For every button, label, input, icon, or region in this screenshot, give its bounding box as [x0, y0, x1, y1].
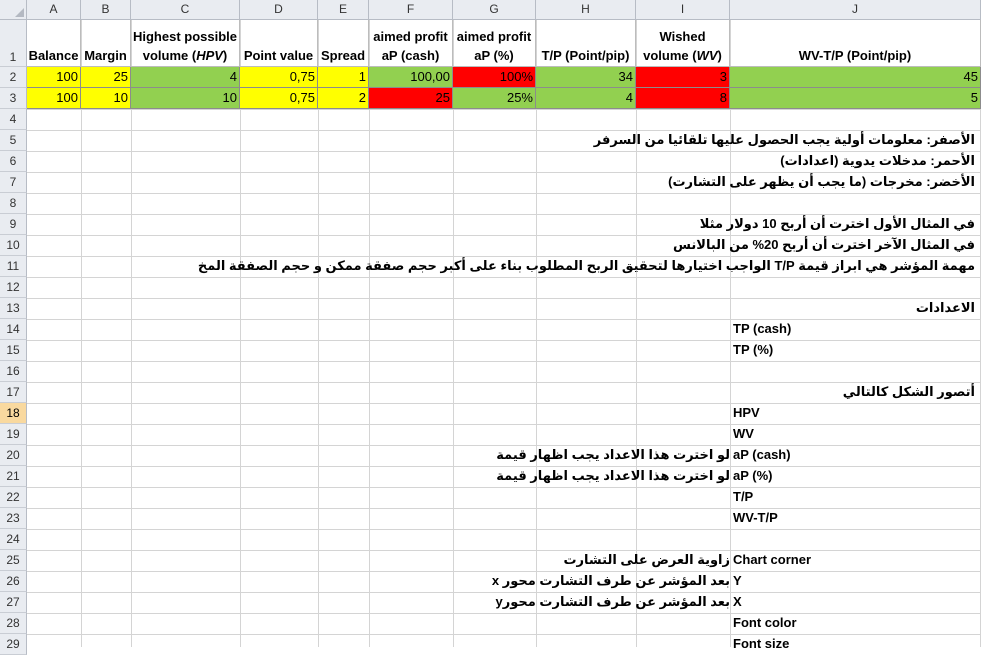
- cell-c2-hpv[interactable]: 4: [131, 67, 240, 88]
- label-tp-pct: TP (%): [733, 342, 774, 357]
- row-header-25[interactable]: 25: [0, 550, 27, 571]
- gridline: [27, 424, 981, 425]
- label-wv-tp: WV-T/P: [733, 510, 778, 525]
- label-ap-cash: aP (cash): [733, 447, 791, 462]
- row-header-10[interactable]: 10: [0, 235, 27, 256]
- gridline: [27, 634, 981, 635]
- row-header-2[interactable]: 2: [0, 67, 27, 88]
- row-header-3[interactable]: 3: [0, 88, 27, 109]
- header-ap-cash[interactable]: [369, 20, 453, 67]
- note-chart-corner: زاوية العرض على التشارت: [563, 552, 730, 567]
- cell-f3-ap-cash[interactable]: 25: [369, 88, 453, 109]
- gridline: [27, 193, 981, 194]
- header-hpv[interactable]: [131, 20, 240, 67]
- gridline: [536, 20, 537, 647]
- header-spread-label: Spread: [320, 48, 366, 63]
- row-header-20[interactable]: 20: [0, 445, 27, 466]
- row-header-19[interactable]: 19: [0, 424, 27, 445]
- gridline: [27, 340, 981, 341]
- gridline: [27, 361, 981, 362]
- note-layout-title: أتصور الشكل كالتالي: [842, 384, 975, 399]
- gridline: [27, 550, 981, 551]
- column-header-b[interactable]: B: [81, 0, 131, 20]
- header-ap-cash-line2: aP (cash): [381, 48, 440, 63]
- column-header-d[interactable]: D: [240, 0, 318, 20]
- cell-b2-margin[interactable]: 25: [81, 67, 131, 88]
- row-header-1[interactable]: 1: [0, 20, 27, 67]
- note-example-2: في المثال الآخر اخترت أن أربح 20% من البالانس: [673, 237, 975, 252]
- note-show-value-2: لو اخترت هذا الاعداد يجب اظهار قيمة: [496, 468, 730, 483]
- row-header-26[interactable]: 26: [0, 571, 27, 592]
- note-show-value-1: لو اخترت هذا الاعداد يجب اظهار قيمة: [496, 447, 730, 462]
- row-header-7[interactable]: 7: [0, 172, 27, 193]
- label-tp-cash: TP (cash): [733, 321, 792, 336]
- header-margin[interactable]: [81, 20, 131, 67]
- gridline: [27, 277, 981, 278]
- row-header-12[interactable]: 12: [0, 277, 27, 298]
- label-x: X: [733, 594, 742, 609]
- label-hpv: HPV: [733, 405, 760, 420]
- row-header-9[interactable]: 9: [0, 214, 27, 235]
- cell-j3-wvtp[interactable]: 5: [730, 88, 981, 109]
- note-yellow-legend: الأصفر: معلومات أولية يجب الحصول عليها تلقائيا من السرفر: [593, 132, 975, 147]
- label-chart-corner: Chart corner: [733, 552, 812, 567]
- header-wvtp[interactable]: [730, 20, 981, 67]
- select-all-corner[interactable]: [0, 0, 27, 20]
- column-header-e[interactable]: E: [318, 0, 369, 20]
- row-header-4[interactable]: 4: [0, 109, 27, 130]
- label-font-color: Font color: [733, 615, 797, 630]
- header-hpv-line2-prefix: volume (: [142, 48, 197, 63]
- note-x-offset: بعد المؤشر عن طرف التشارت محورy: [495, 594, 730, 609]
- gridline: [27, 508, 981, 509]
- row-header-24[interactable]: 24: [0, 529, 27, 550]
- cell-e3-spread[interactable]: 2: [318, 88, 369, 109]
- cell-i2-wv[interactable]: 3: [636, 67, 730, 88]
- cell-a3-balance[interactable]: 100: [27, 88, 81, 109]
- label-tp: T/P: [733, 489, 754, 504]
- row-header-13[interactable]: 13: [0, 298, 27, 319]
- cell-b3-margin[interactable]: 10: [81, 88, 131, 109]
- header-wv-line2-prefix: volume (: [643, 48, 697, 63]
- row-header-17[interactable]: 17: [0, 382, 27, 403]
- row-header-6[interactable]: 6: [0, 151, 27, 172]
- label-ap-pct: aP (%): [733, 468, 773, 483]
- label-y: Y: [733, 573, 742, 588]
- row-header-27[interactable]: 27: [0, 592, 27, 613]
- gridline: [318, 20, 319, 647]
- header-margin-label: Margin: [84, 48, 127, 63]
- row-header-8[interactable]: 8: [0, 193, 27, 214]
- column-header-f[interactable]: F: [369, 0, 453, 20]
- gridline: [131, 20, 132, 647]
- column-header-h[interactable]: H: [536, 0, 636, 20]
- header-balance-label: Balance: [28, 48, 79, 63]
- column-header-a[interactable]: A: [27, 0, 81, 20]
- header-hpv-line1: Highest possible: [132, 29, 238, 44]
- note-example-1: في المثال الأول اخترت أن أربح 10 دولار مثلا: [699, 216, 975, 231]
- gridline: [27, 613, 981, 614]
- cell-d2-point-value[interactable]: 0,75: [240, 67, 318, 88]
- column-header-c[interactable]: C: [131, 0, 240, 20]
- row-header-14[interactable]: 14: [0, 319, 27, 340]
- header-point-value[interactable]: [240, 20, 318, 67]
- header-hpv-line2: [131, 46, 239, 65]
- header-tp-label: T/P (Point/pip): [541, 48, 630, 63]
- row-header-16[interactable]: 16: [0, 361, 27, 382]
- cell-i3-wv[interactable]: 8: [636, 88, 730, 109]
- gridline: [453, 20, 454, 647]
- gridline: [27, 529, 981, 530]
- note-r21-clip: [496, 466, 730, 487]
- gridline: [27, 319, 981, 320]
- header-balance[interactable]: [27, 20, 81, 67]
- row-header-11[interactable]: 11: [0, 256, 27, 277]
- cell-d3-point-value[interactable]: 0,75: [240, 88, 318, 109]
- row-header-23[interactable]: 23: [0, 508, 27, 529]
- note-indicator-task-clip: [197, 256, 975, 277]
- gridline: [369, 20, 370, 647]
- cell-c3-hpv[interactable]: 10: [131, 88, 240, 109]
- row-header-5[interactable]: 5: [0, 130, 27, 151]
- header-ap-pct-line2: aP (%): [474, 48, 514, 63]
- cell-j2-wvtp[interactable]: 45: [730, 67, 981, 88]
- header-spread[interactable]: [318, 20, 369, 67]
- note-green-legend: الأخضر: مخرجات (ما يجب أن يظهر على التشارت): [668, 174, 975, 189]
- header-wv[interactable]: [636, 20, 730, 67]
- note-red-legend: الأحمر: مدخلات يدوية (اعدادات): [780, 153, 975, 168]
- header-wvtp-label: WV-T/P (Point/pip): [798, 48, 912, 63]
- cell-e2-spread[interactable]: 1: [318, 67, 369, 88]
- header-wv-line2-suffix: ): [717, 48, 722, 63]
- header-wv-line1: Wished: [659, 29, 706, 44]
- cell-f2-ap-cash[interactable]: 100,00: [369, 67, 453, 88]
- gridline: [81, 20, 82, 647]
- gridline: [730, 20, 731, 647]
- gridline: [240, 20, 241, 647]
- row-header-29[interactable]: 29: [0, 634, 27, 655]
- column-header-i[interactable]: I: [636, 0, 730, 20]
- row-header-15[interactable]: 15: [0, 340, 27, 361]
- header-hpv-abbr: HPV: [196, 48, 223, 63]
- note-y-offset: بعد المؤشر عن طرف التشارت محور x: [491, 573, 730, 588]
- header-ap-pct-line1: aimed profit: [456, 29, 532, 44]
- header-ap-cash-line1: aimed profit: [373, 29, 448, 44]
- gridline: [27, 487, 981, 488]
- row-header-18[interactable]: 18: [0, 403, 27, 424]
- note-settings-title: الاعدادات: [915, 300, 975, 315]
- gridline: [27, 298, 981, 299]
- header-tp[interactable]: [536, 20, 636, 67]
- gridline: [27, 403, 981, 404]
- cell-g3-ap-pct[interactable]: 25%: [453, 88, 536, 109]
- column-header-g[interactable]: G: [453, 0, 536, 20]
- header-wv-line2: [636, 46, 729, 65]
- header-wv-abbr: WV: [696, 48, 718, 63]
- label-font-size: Font size: [733, 636, 790, 651]
- label-wv: WV: [733, 426, 754, 441]
- header-point-value-label: Point value: [243, 48, 314, 63]
- column-header-j[interactable]: J: [730, 0, 981, 20]
- cell-a2-balance[interactable]: 100: [27, 67, 81, 88]
- row-header-28[interactable]: 28: [0, 613, 27, 634]
- row-header-21[interactable]: 21: [0, 466, 27, 487]
- gridline: [27, 382, 981, 383]
- note-indicator-task: مهمة المؤشر هي ابراز قيمة T/P الواجب اختيارها لتحقيق الربح المطلوب بناء على أكبر حجم صفقة ممكن و حجم الصفقة المخ: [197, 258, 975, 273]
- gridline: [27, 109, 981, 110]
- cell-h2-tp[interactable]: 34: [536, 67, 636, 88]
- header-hpv-line2-suffix: ): [222, 48, 228, 63]
- cell-g2-ap-pct[interactable]: 100%: [453, 67, 536, 88]
- note-r20-clip: [496, 445, 730, 466]
- row-header-22[interactable]: 22: [0, 487, 27, 508]
- cell-h3-tp[interactable]: 4: [536, 88, 636, 109]
- header-ap-pct[interactable]: [453, 20, 536, 67]
